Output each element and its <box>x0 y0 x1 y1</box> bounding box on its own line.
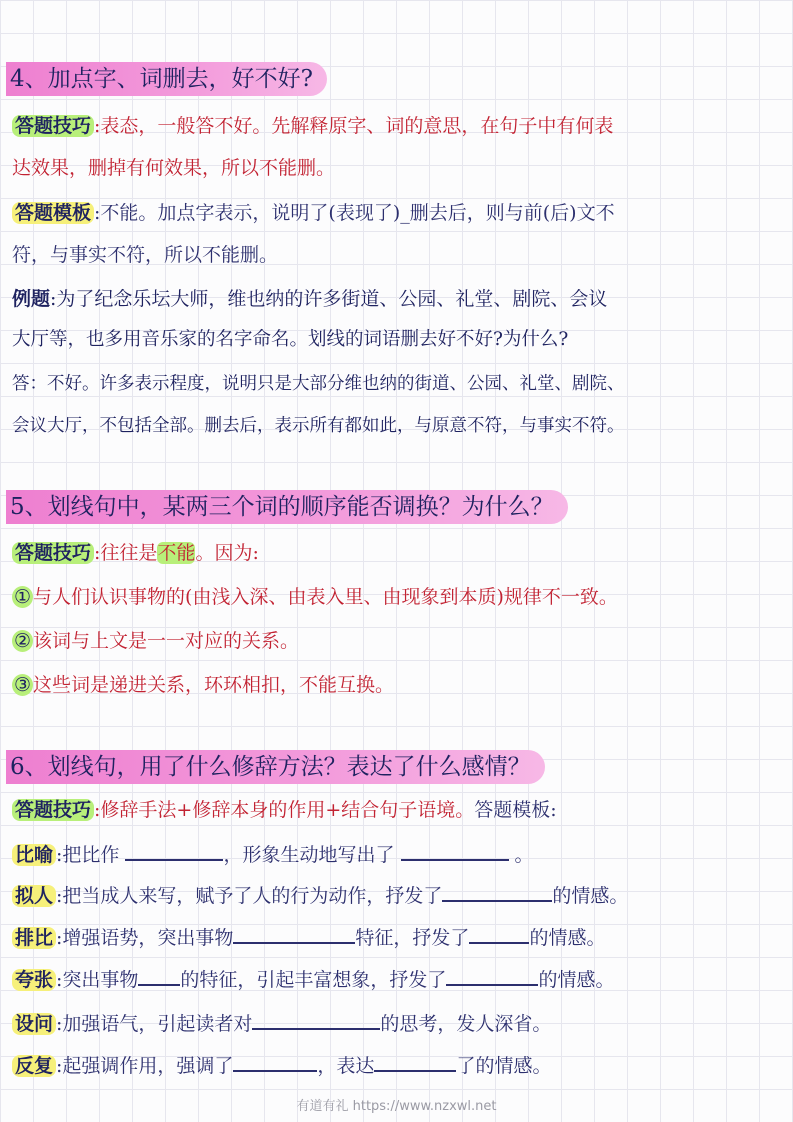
rhetoric-label: 排比 <box>12 927 56 949</box>
s4-answer-line-2: 会议大厅，不包括全部。删去后，表示所有都如此，与原意不符，与事实不符。 <box>12 416 625 436</box>
s4-tip-line-2: 达效果，删掉有何效果，所以不能删。 <box>12 157 336 179</box>
fill-blank <box>252 1010 380 1030</box>
rhetoric-label: 设问 <box>12 1013 56 1035</box>
row-text-b: ，表达 <box>317 1055 375 1077</box>
circled-number-3: ③ <box>14 674 32 696</box>
fill-blank <box>233 924 355 944</box>
fill-blank <box>469 924 529 944</box>
rhetoric-label: 拟人 <box>12 885 56 907</box>
s6-tip-text: :修辞手法+修辞本身的作用+结合句子语境。 <box>94 799 475 821</box>
section-6-title: 6、划线句，用了什么修辞方法？表达了什么感情？ <box>6 750 545 784</box>
s4-example-line-2: 大厅等，也多用音乐家的名字命名。划线的词语删去好不好?为什么? <box>12 329 569 350</box>
s6-tip-line <box>12 797 557 823</box>
rhetoric-label: 反复 <box>12 1055 56 1077</box>
row-text-b: ，形象生动地写出了 <box>223 844 401 866</box>
row-text-b: 的特征，引起丰富想象，抒发了 <box>180 969 447 991</box>
fill-blank <box>446 966 538 986</box>
fill-blank <box>233 1052 317 1072</box>
row-text-a: :增强语势，突出事物 <box>56 927 234 949</box>
circled-number-2: ② <box>14 630 32 652</box>
s5-item-2 <box>12 628 299 654</box>
s5-item-text: 该词与上文是一一对应的关系。 <box>33 630 300 652</box>
answer-template-label: 答题模板 <box>12 202 94 224</box>
row-text-a: :起强调作用，强调了 <box>56 1055 234 1077</box>
rhetoric-label: 夸张 <box>12 969 56 991</box>
s4-answer-line-1: 答：不好。许多表示程度，说明只是大部分维也纳的街道、公园、礼堂、剧院、 <box>12 374 625 394</box>
s5-item-text: 这些词是递进关系，环环相扣，不能互换。 <box>33 674 395 696</box>
s5-tip-text-c: 。因为: <box>195 542 259 564</box>
s5-tip-line <box>12 540 259 566</box>
s4-example-line-1 <box>12 286 607 312</box>
row-text-c: 。 <box>508 844 534 866</box>
row-text-b: 的思考，发人深省。 <box>380 1013 552 1035</box>
s4-template-line-1 <box>12 200 615 226</box>
rhetoric-row-personification <box>12 882 628 909</box>
s5-item-3 <box>12 672 394 698</box>
s5-item-1 <box>12 584 618 610</box>
row-text-a: :加强语气，引起读者对 <box>56 1013 253 1035</box>
row-text-a: :把当成人来写，赋予了人的行为动作，抒发了 <box>56 885 443 907</box>
row-text-b: 特征，抒发了 <box>355 927 470 949</box>
section-5-title: 5、划线句中，某两三个词的顺序能否调换？为什么？ <box>6 490 568 524</box>
rhetoric-row-parallelism <box>12 924 605 951</box>
s4-template-text-1: :不能。加点字表示，说明了(表现了)_删去后，则与前(后)文不 <box>94 202 615 224</box>
row-text-c: 了的情感。 <box>456 1055 552 1077</box>
example-label: 例题 <box>12 288 51 310</box>
row-text-a: :把比作 <box>56 844 126 866</box>
s4-tip-line-1 <box>12 113 613 139</box>
row-text-c: 的情感。 <box>538 969 615 991</box>
fill-blank <box>401 841 509 861</box>
s4-example-text-1: :为了纪念乐坛大师，维也纳的许多街道、公园、礼堂、剧院、会议 <box>50 288 608 310</box>
rhetoric-label: 比喻 <box>12 844 56 866</box>
row-text-b: 的情感。 <box>552 885 629 907</box>
fill-blank <box>374 1052 456 1072</box>
s5-tip-text-b: 不能 <box>157 542 196 564</box>
row-text-a: :突出事物 <box>56 969 139 991</box>
rhetoric-row-hyperbole <box>12 966 614 993</box>
row-text-c: 的情感。 <box>529 927 606 949</box>
fill-blank <box>442 882 552 902</box>
s4-template-line-2: 符，与事实不符，所以不能删。 <box>12 244 279 266</box>
section-4-title: 4、加点字、词删去，好不好? <box>6 62 327 96</box>
fill-blank <box>125 841 223 861</box>
s6-tip-tail: 答题模板: <box>474 799 557 821</box>
s5-item-text: 与人们认识事物的(由浅入深、由表入里、由现象到本质)规律不一致。 <box>33 586 618 608</box>
answer-tip-label: 答题技巧 <box>12 542 94 564</box>
s5-tip-text-a: :往往是 <box>94 542 158 564</box>
answer-tip-label: 答题技巧 <box>12 115 94 137</box>
rhetoric-row-rhetorical-question <box>12 1010 551 1037</box>
circled-number-1: ① <box>14 586 32 608</box>
answer-tip-label: 答题技巧 <box>12 799 94 821</box>
rhetoric-row-metaphor <box>12 841 534 868</box>
s4-tip-text-1: :表态，一般答不好。先解释原字、词的意思，在句子中有何表 <box>94 115 614 137</box>
fill-blank <box>138 966 180 986</box>
watermark: 有道有礼 https://www.nzxwl.net <box>296 1099 497 1114</box>
rhetoric-row-repetition <box>12 1052 551 1079</box>
